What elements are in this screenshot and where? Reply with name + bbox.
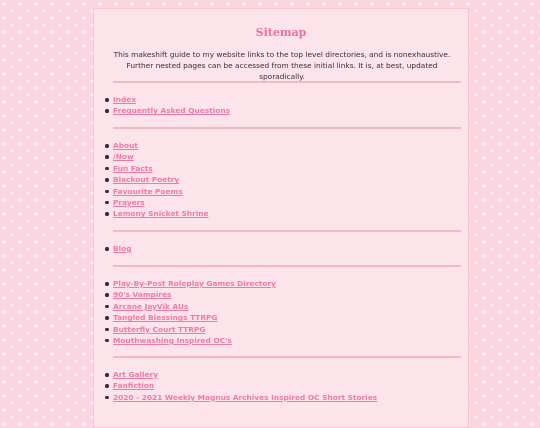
- link-list-games: [105, 278, 276, 346]
- link-prayers[interactable]: Prayers: [113, 197, 145, 207]
- list-item: [105, 94, 230, 105]
- link-faq[interactable]: Frequently Asked Questions: [113, 106, 230, 116]
- divider: [113, 81, 461, 83]
- list-item: [105, 278, 276, 289]
- list-item: [105, 186, 209, 197]
- list-item: [105, 140, 209, 151]
- link-about[interactable]: About: [113, 141, 138, 150]
- link-index[interactable]: Index: [113, 95, 137, 104]
- intro-text: This makeshift guide to my website links to the top level directories, and is nonexhaustive. Further nested pages can be accessed from these initial links. It is, at best, updated sporadically.: [113, 50, 451, 81]
- link-list-personal: [105, 140, 209, 220]
- link-arcane-jayvik[interactable]: Arcane JayVik AUs: [113, 301, 189, 311]
- list-item: [105, 151, 209, 162]
- link-list-blog: [105, 243, 132, 254]
- list-item: [105, 335, 276, 346]
- divider: [113, 356, 461, 358]
- link-fanfiction[interactable]: Fanfiction: [113, 381, 155, 391]
- list-item: [105, 312, 276, 323]
- page-title: Sitemap: [255, 26, 307, 39]
- divider: [113, 127, 461, 129]
- link-magnus-archives-stories[interactable]: 2020 - 2021 Weekly Magnus Archives Inspired OC Short Stories: [113, 392, 378, 402]
- list-item: [105, 163, 209, 174]
- link-list-creative: [105, 369, 377, 403]
- list-item: [105, 301, 276, 312]
- list-item: [105, 208, 209, 219]
- list-item: [105, 105, 230, 116]
- divider: [113, 230, 461, 232]
- link-90s-vampires[interactable]: 90's Vampires: [113, 290, 172, 300]
- link-mouthwashing-ocs[interactable]: Mouthwashing Inspired OC's: [113, 335, 232, 345]
- content-panel: [93, 8, 469, 428]
- list-item: [105, 174, 209, 185]
- link-now[interactable]: /Now: [113, 152, 134, 162]
- link-tangled-blessings[interactable]: Tangled Blessings TTRPG: [113, 313, 218, 323]
- link-blackout-poetry[interactable]: Blackout Poetry: [113, 175, 180, 185]
- link-favourite-poems[interactable]: Favourite Poems: [113, 186, 183, 196]
- link-list-main: [105, 94, 230, 117]
- list-item: [105, 392, 377, 403]
- list-item: [105, 289, 276, 300]
- link-pbp-directory[interactable]: Play-By-Post Roleplay Games Directory: [113, 279, 276, 288]
- link-fun-facts[interactable]: Fun Facts: [113, 163, 153, 173]
- link-blog[interactable]: Blog: [113, 244, 132, 253]
- list-item: [105, 243, 132, 254]
- divider: [113, 265, 461, 267]
- link-butterfly-court[interactable]: Butterfly Court TTRPG: [113, 324, 206, 334]
- list-item: [105, 324, 276, 335]
- list-item: [105, 197, 209, 208]
- link-art-gallery[interactable]: Art Gallery: [113, 370, 159, 379]
- list-item: [105, 369, 377, 380]
- link-lemony-snicket-shrine[interactable]: Lemony Snicket Shrine: [113, 209, 209, 219]
- list-item: [105, 380, 377, 391]
